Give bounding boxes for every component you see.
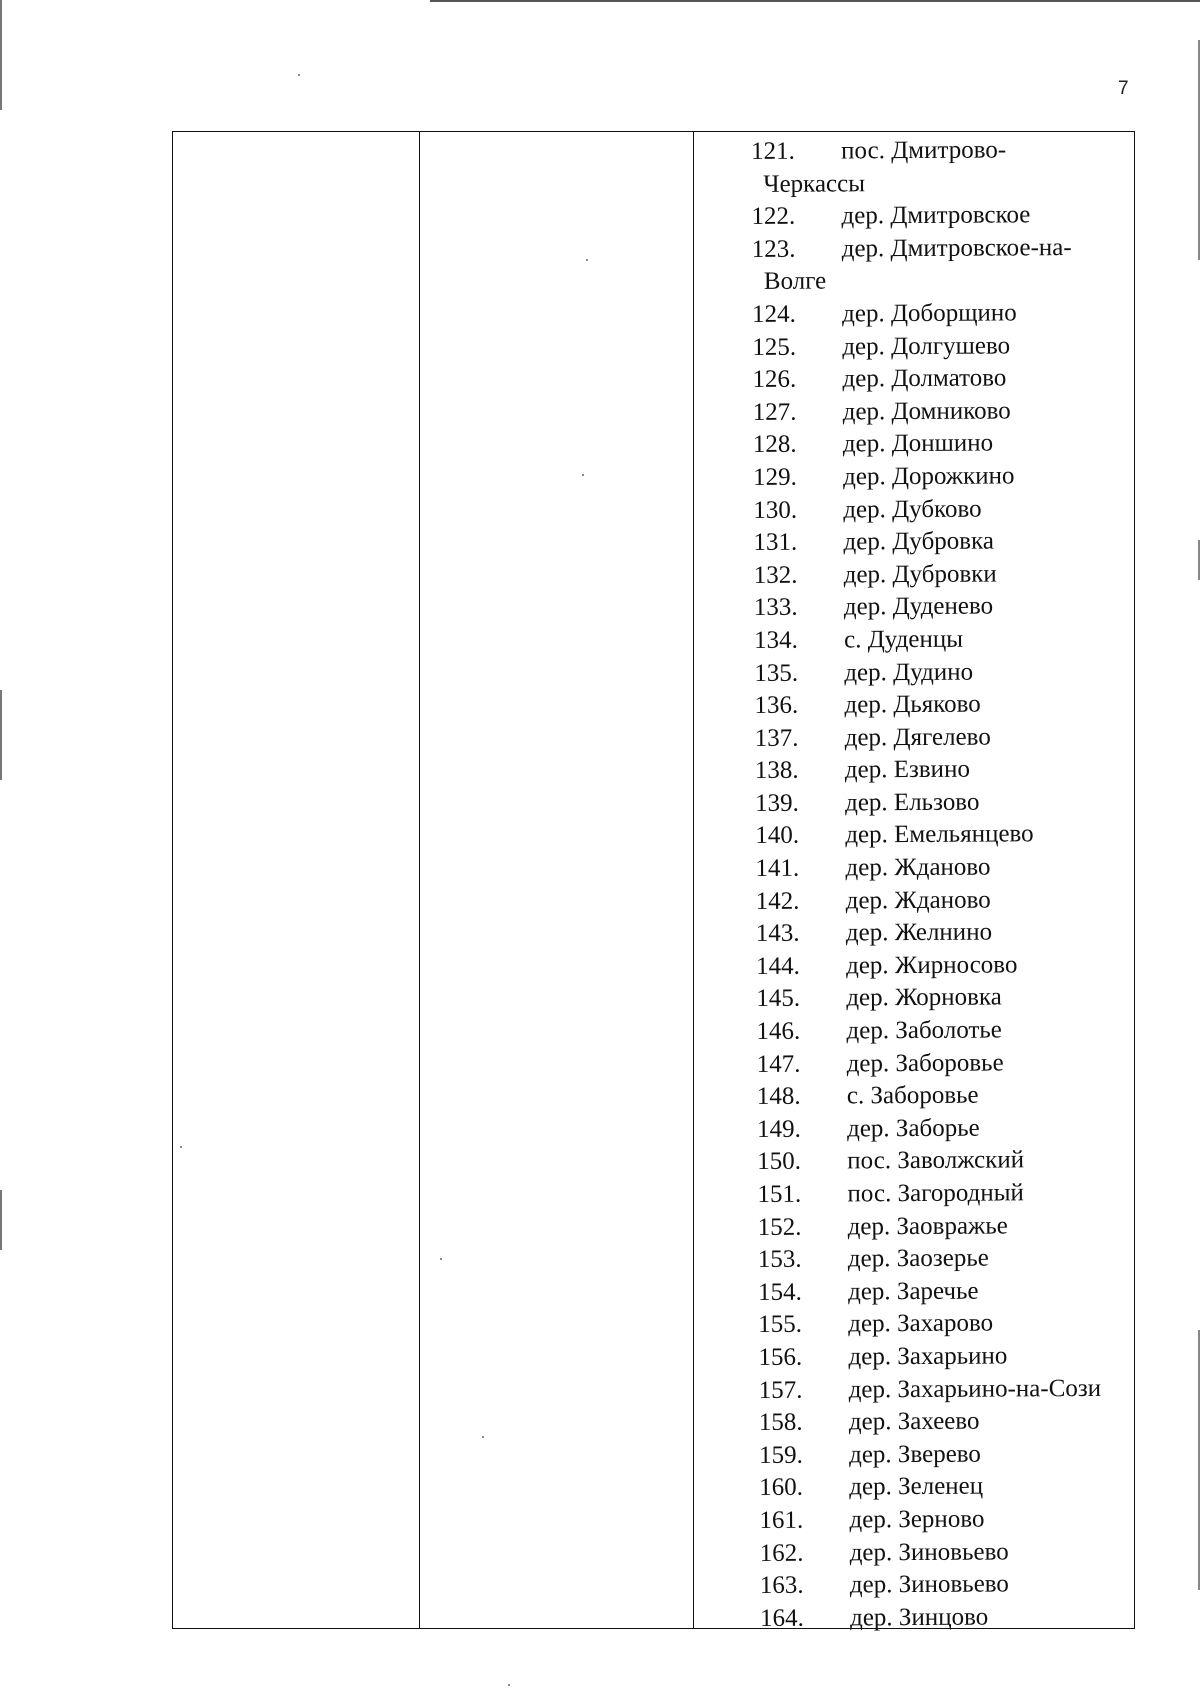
settlement-name: дер. Зерново: [849, 1505, 985, 1534]
settlement-name: дер. Заборье: [846, 1114, 980, 1143]
settlement-name: дер. Заборовье: [846, 1049, 1004, 1078]
entry-number: 135.: [754, 659, 799, 687]
scan-top-edge: [430, 0, 1200, 2]
list-item: [759, 1405, 1139, 1440]
list-item: [751, 134, 1131, 202]
settlement-name: дер. Захарьино-на-Сози: [848, 1374, 1102, 1403]
settlement-name: с. Дуденцы: [843, 625, 964, 654]
settlement-name: дер. Дубково: [843, 495, 982, 523]
entry-number: 123.: [751, 235, 796, 263]
entry-number: 138.: [754, 757, 799, 785]
settlement-name: дер. Емельянцево: [845, 820, 1034, 849]
entry-number: 137.: [754, 724, 799, 752]
list-item: [752, 329, 1132, 364]
table-column-divider: [419, 132, 420, 1628]
settlement-name: дер. Жданово: [845, 886, 991, 915]
entry-number: 141.: [755, 854, 800, 883]
list-item: [759, 1503, 1139, 1538]
entry-number: 140.: [755, 822, 800, 850]
settlement-name: дер. Жирносово: [845, 951, 1018, 980]
settlement-name: дер. Дуденево: [843, 592, 994, 621]
settlement-name: пос. Загородный: [847, 1179, 1024, 1208]
settlement-name: дер. Долматово: [842, 364, 1007, 393]
list-item: [760, 1535, 1140, 1570]
entry-number: 150.: [757, 1148, 802, 1176]
settlement-name: дер. Зеленец: [849, 1472, 984, 1501]
list-item: [751, 199, 1131, 234]
settlement-name: дер. Зиновьево: [849, 1570, 1009, 1599]
settlement-name: дер. Дягелево: [844, 723, 991, 752]
entry-number: 155.: [758, 1311, 803, 1339]
list-item: [754, 688, 1134, 723]
list-item: [753, 427, 1133, 462]
list-item: [757, 1144, 1137, 1179]
settlement-name: с. Заборовье: [846, 1081, 979, 1110]
list-item: [759, 1470, 1139, 1505]
entry-number: 129.: [753, 463, 797, 491]
list-item: [755, 720, 1135, 755]
entry-number: 160.: [759, 1474, 804, 1502]
list-item: [754, 623, 1134, 658]
scan-left-edge-mark: [0, 0, 2, 110]
list-item: [756, 883, 1136, 918]
settlement-name: дер. Захарьино: [848, 1342, 1008, 1371]
list-item: [760, 1600, 1140, 1635]
list-item: [756, 949, 1136, 984]
list-item: [758, 1242, 1138, 1277]
settlement-name: дер. Доншино: [842, 429, 994, 458]
settlement-name: дер. Дмитровское-на-: [841, 233, 1072, 263]
list-item: [753, 492, 1133, 527]
entry-number: 136.: [754, 691, 799, 720]
entry-number: 125.: [752, 333, 797, 361]
entry-number: 142.: [755, 887, 800, 915]
list-item: [753, 460, 1133, 495]
settlements-table: [172, 131, 1135, 1632]
settlement-name: дер. Дмитровское: [841, 201, 1031, 230]
entry-number: 147.: [756, 1050, 801, 1078]
settlement-name-continuation: Волге: [763, 267, 827, 296]
settlements-list: [751, 134, 1140, 1636]
settlement-name-continuation: Черкассы: [763, 169, 866, 198]
entry-number: 122.: [751, 202, 796, 231]
entry-number: 151.: [757, 1180, 802, 1208]
list-item: [760, 1568, 1140, 1603]
list-item: [759, 1437, 1139, 1472]
table-column-divider: [693, 132, 694, 1628]
settlement-name: дер. Дубровка: [843, 527, 994, 556]
list-item: [757, 1079, 1137, 1114]
entry-number: 143.: [755, 919, 800, 948]
settlement-name: дер. Захарово: [848, 1309, 994, 1338]
settlement-name: дер. Долгушево: [842, 331, 1011, 361]
settlement-name: дер. Заболотье: [846, 1016, 1002, 1045]
scan-left-edge-mark: [0, 690, 2, 780]
list-item: [755, 753, 1135, 788]
entry-number: 121.: [751, 137, 795, 165]
entry-number: 127.: [752, 398, 797, 426]
list-item: [756, 1014, 1136, 1049]
entry-number: 148.: [756, 1082, 801, 1111]
settlement-name: дер. Ельзово: [844, 788, 980, 817]
settlement-name: дер. Зиновьево: [849, 1537, 1009, 1566]
list-item: [755, 786, 1135, 821]
list-item: [756, 981, 1136, 1016]
settlement-name: дер. Зинцово: [849, 1603, 989, 1632]
entry-number: 131.: [753, 528, 798, 557]
list-item: [757, 1111, 1137, 1146]
list-item: [757, 1046, 1137, 1081]
list-item: [758, 1340, 1138, 1375]
entry-number: 139.: [754, 789, 799, 817]
entry-number: 126.: [752, 365, 797, 394]
list-item: [758, 1209, 1138, 1244]
list-item: [756, 916, 1136, 951]
list-item: [755, 818, 1135, 853]
entry-number: 132.: [753, 561, 798, 589]
entry-number: 163.: [759, 1571, 804, 1600]
entry-number: 130.: [753, 496, 798, 524]
settlement-name: дер. Дубровки: [843, 560, 997, 589]
list-item: [755, 851, 1135, 886]
entry-number: 164.: [759, 1604, 804, 1632]
list-item: [754, 590, 1134, 625]
list-item: [758, 1307, 1138, 1342]
entry-number: 161.: [759, 1506, 804, 1534]
entry-number: 157.: [758, 1376, 803, 1404]
scan-left-edge-mark: [0, 1190, 2, 1250]
entry-number: 146.: [756, 1017, 801, 1046]
entry-number: 124.: [752, 300, 796, 328]
settlement-name: дер. Зверево: [848, 1440, 981, 1469]
settlement-name: дер. Доборщино: [842, 299, 1017, 328]
settlement-name: дер. Заовражье: [847, 1212, 1008, 1241]
entry-number: 154.: [757, 1278, 802, 1306]
entry-number: 149.: [756, 1115, 801, 1143]
settlement-name: дер. Захеево: [848, 1407, 980, 1436]
list-item: [752, 362, 1132, 397]
entry-number: 158.: [758, 1408, 803, 1437]
settlement-name: дер. Жорновка: [846, 983, 1002, 1012]
entry-number: 128.: [752, 431, 797, 459]
list-item: [752, 297, 1132, 332]
settlement-name: пос. Заволжский: [847, 1146, 1025, 1175]
entry-number: 162.: [759, 1539, 804, 1567]
entry-number: 145.: [756, 985, 801, 1013]
list-item: [757, 1177, 1137, 1212]
settlement-name: дер. Заречье: [847, 1277, 979, 1306]
settlement-name: дер. Жданово: [845, 853, 991, 882]
entry-number: 152.: [757, 1213, 802, 1241]
settlement-name: дер. Езвино: [844, 755, 970, 784]
list-item: [759, 1372, 1139, 1407]
page-number: 7: [1118, 78, 1129, 99]
entry-number: 133.: [753, 594, 798, 622]
list-item: [754, 557, 1134, 592]
entry-number: 153.: [757, 1245, 802, 1274]
list-item: [753, 394, 1133, 429]
list-item: [758, 1274, 1138, 1309]
settlement-name: дер. Желнино: [845, 918, 993, 947]
settlement-name: дер. Домниково: [842, 397, 1011, 426]
scan-speck: [298, 74, 300, 76]
entry-number: 144.: [755, 952, 800, 980]
settlement-name: дер. Дудино: [844, 658, 974, 686]
scan-speck: [508, 1684, 510, 1686]
list-item: [752, 231, 1132, 299]
entry-number: 156.: [758, 1343, 803, 1371]
entry-number: 159.: [758, 1441, 803, 1469]
settlement-name: дер. Дьяково: [844, 690, 981, 719]
settlement-name: дер. Дорожкино: [843, 462, 1015, 491]
settlement-name: пос. Дмитрово-: [841, 136, 1007, 165]
list-item: [753, 525, 1133, 560]
settlement-name: дер. Заозерье: [847, 1244, 989, 1273]
list-item: [754, 655, 1134, 690]
entry-number: 134.: [753, 626, 798, 654]
